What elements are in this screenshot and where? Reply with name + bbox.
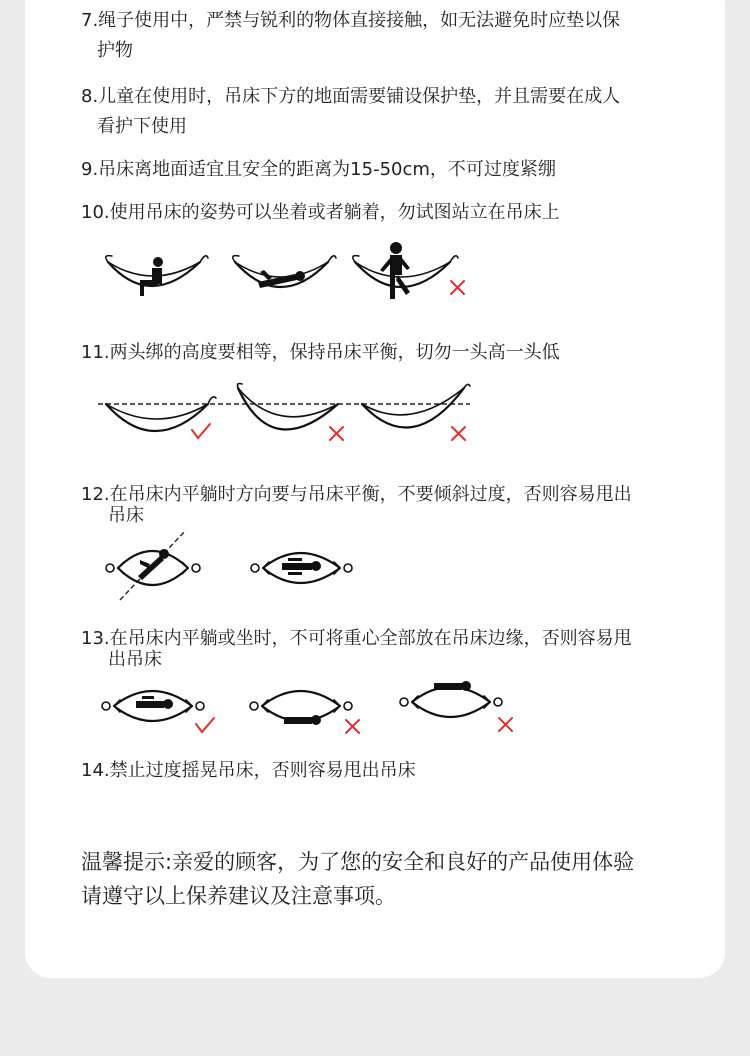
posture-figure: [100, 240, 480, 310]
check-mark-icon: [192, 424, 210, 438]
item-13-line1: 13.在吊床内平躺或坐时，不可将重心全部放在吊床边缘，否则容易甩: [81, 628, 632, 649]
cross-mark-icon: [451, 281, 464, 294]
hammock-bottom-edge-wrong: [250, 691, 359, 733]
hammock-level-ok: [106, 397, 216, 438]
instruction-item-7: [81, 6, 701, 66]
cross-mark-icon: [499, 718, 512, 731]
hammock-lying-ok: [233, 256, 336, 288]
item-12-line1: 12.在吊床内平躺时方向要与吊床平衡，不要倾斜过度，否则容易甩出: [81, 484, 632, 505]
tip-line1: 温馨提示:亲爱的顾客，为了您的安全和良好的产品使用体验: [81, 850, 635, 874]
hammock-standing-wrong: [353, 242, 458, 299]
item-11-line1: 11.两头绑的高度要相等，保持吊床平衡，切勿一头高一头低: [81, 342, 560, 363]
item-9-line1: 9.吊床离地面适宜且安全的距离为15-50cm，不可过度紧绷: [81, 159, 556, 180]
hammock-straight-ok: [251, 553, 352, 583]
instruction-item-8: [81, 82, 701, 142]
level-figure: [92, 380, 482, 450]
instruction-item-9: [81, 155, 701, 185]
hammock-sitting-ok: [106, 256, 208, 296]
warm-tip: [81, 845, 701, 913]
instruction-item-10: [81, 198, 701, 228]
hammock-right-high-wrong: [362, 384, 470, 440]
cross-mark-icon: [452, 427, 465, 440]
instruction-item-11: [81, 338, 701, 368]
center-figure: [100, 672, 520, 742]
hammock-center-ok: [102, 691, 214, 732]
check-mark-icon: [196, 718, 214, 732]
direction-figure: [100, 526, 370, 604]
hammock-diagonal-wrong: [106, 530, 200, 600]
instruction-item-14: [81, 756, 701, 786]
instruction-item-12: [81, 484, 701, 526]
cross-mark-icon: [346, 720, 359, 733]
cross-mark-icon: [330, 427, 343, 440]
hammock-top-edge-wrong: [400, 681, 512, 731]
item-8-line2: 看护下使用: [97, 116, 187, 137]
item-7-line1: 7.绳子使用中，严禁与锐利的物体直接接触，如无法避免时应垫以保: [81, 10, 621, 31]
hammock-left-high-wrong: [238, 384, 344, 441]
item-7-line2: 护物: [97, 40, 133, 61]
instruction-item-13: [81, 628, 701, 670]
item-12-line2: 吊床: [108, 505, 144, 526]
item-13-line2: 出吊床: [108, 649, 162, 670]
item-10-line1: 10.使用吊床的姿势可以坐着或者躺着，勿试图站立在吊床上: [81, 202, 560, 223]
tip-line2: 请遵守以上保养建议及注意事项。: [81, 884, 396, 908]
item-14-line1: 14.禁止过度摇晃吊床，否则容易甩出吊床: [81, 760, 416, 781]
item-8-line1: 8.儿童在使用时，吊床下方的地面需要铺设保护垫，并且需要在成人: [81, 86, 621, 107]
